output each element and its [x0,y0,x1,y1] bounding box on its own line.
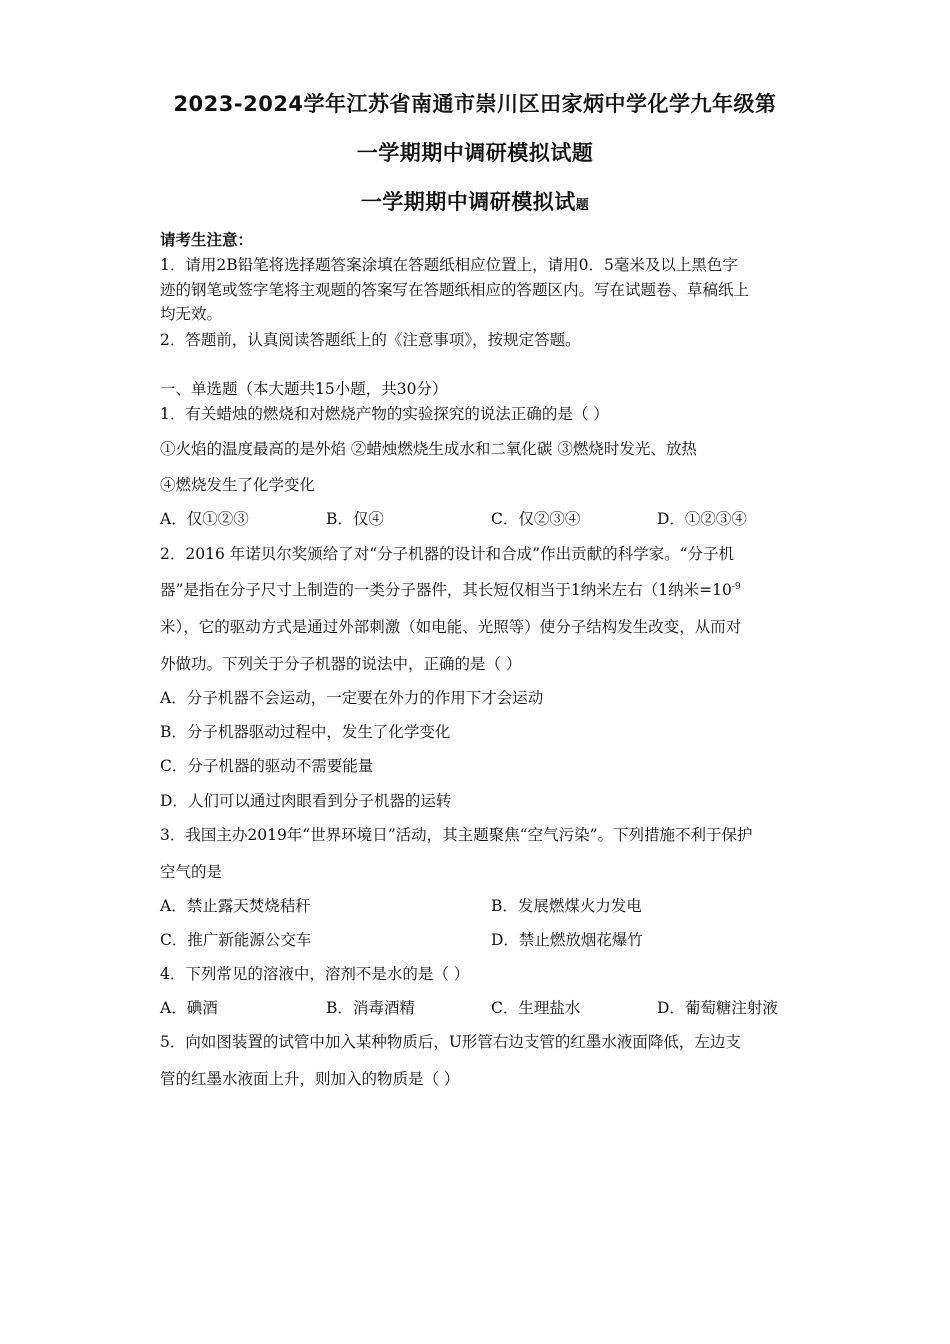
q2-line-1: 2．2016 年诺贝尔奖颁给了对“分子机器的设计和合成”作出贡献的科学家。“分子机 [160,545,735,563]
q4-option-d: D．葡萄糖注射液 [657,999,778,1017]
q4-option-a: A．碘酒 [160,999,218,1017]
q2-line-2 [160,578,741,600]
exam-title-line-3-small: 题 [575,198,590,213]
notice-item-1-line-2: 迹的钢笔或签字笔将主观题的答案写在答题纸相应的答题区内。写在试题卷、草稿纸上 [160,281,750,299]
section-heading: 一、单选题（本大题共15小题，共30分） [160,380,448,398]
q1-option-a: A．仅①②③ [160,510,249,528]
q2-option-d: D．人们可以通过肉眼看到分子机器的运转 [160,792,452,810]
q2-exponent: -9 [731,582,741,592]
notice-item-2: 2．答题前，认真阅读答题纸上的《注意事项》，按规定答题。 [160,331,581,349]
q3-option-c: C．推广新能源公交车 [160,931,312,949]
exam-title-line-3 [0,186,950,216]
q1-option-d: D．①②③④ [657,510,747,528]
notice-item-1-line-1: 1．请用2B铅笔将选择题答案涂填在答题纸相应位置上，请用0．5毫米及以上黑色字 [160,256,738,274]
q1-option-b: B．仅④ [326,510,384,528]
q4-stem: 4．下列常见的溶液中，溶剂不是水的是（ ） [160,965,470,983]
q1-option-c: C．仅②③④ [491,510,581,528]
notice-heading: 请考生注意： [160,230,254,249]
q2-line-4: 外做功。下列关于分子机器的说法中，正确的是（ ） [160,655,522,673]
q1-statements-line-2: ④燃烧发生了化学变化 [160,476,316,494]
exam-title-line-3-main: 一学期期中调研模拟试 [360,190,576,214]
q2-option-c: C．分子机器的驱动不需要能量 [160,757,374,775]
exam-title-line-2: 一学期期中调研模拟试题 [356,141,594,165]
q5-line-2: 管的红墨水液面上升，则加入的物质是（ ） [160,1070,460,1088]
q1-stem: 1．有关蜡烛的燃烧和对燃烧产物的实验探究的说法正确的是（ ） [160,405,609,423]
q2-option-a: A．分子机器不会运动，一定要在外力的作用下才会运动 [160,689,544,707]
q1-statements-line-1: ①火焰的温度最高的是外焰 ②蜡烛燃烧生成水和二氧化碳 ③燃烧时发光、放热 [160,440,697,458]
q5-line-1: 5．向如图装置的试管中加入某种物质后，U形管右边支管的红墨水液面降低，左边支 [160,1033,741,1051]
q3-option-d: D．禁止燃放烟花爆竹 [491,931,643,949]
q4-option-c: C．生理盐水 [491,999,581,1017]
q4-option-b: B．消毒酒精 [326,999,415,1017]
q2-line-2-text: 器”是指在分子尺寸上制造的一类分子器件，其长短仅相当于1纳米左右（1纳米=10 [160,581,732,599]
q3-option-b: B．发展燃煤火力发电 [491,897,642,915]
q3-line-1: 3．我国主办2019年“世界环境日”活动，其主题聚焦“空气污染”。下列措施不利于保护 [160,826,753,844]
q3-line-2: 空气的是 [160,863,223,881]
q2-option-b: B．分子机器驱动过程中，发生了化学变化 [160,723,451,741]
notice-item-1-line-3: 均无效。 [160,305,223,323]
q2-line-3: 米），它的驱动方式是通过外部刺激（如电能、光照等）使分子结构发生改变，从而对 [160,618,742,636]
q3-option-a: A．禁止露天焚烧秸秆 [160,897,311,915]
exam-title-line-1: 2023-2024学年江苏省南通市崇川区田家炳中学化学九年级第 [173,92,777,116]
